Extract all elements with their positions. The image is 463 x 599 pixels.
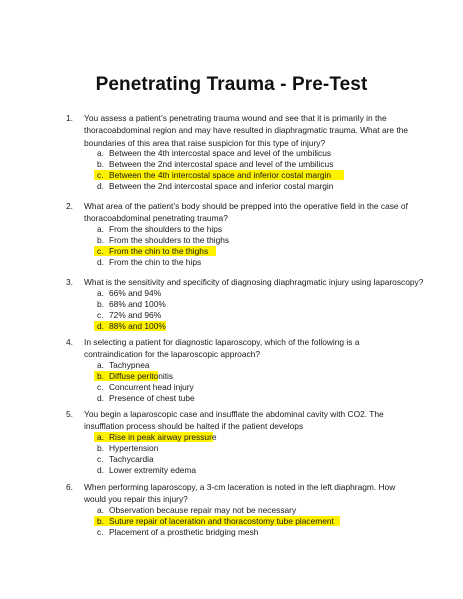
option-letter: c. <box>97 246 104 256</box>
option-letter: d. <box>97 393 104 403</box>
option-letter: b. <box>97 516 104 526</box>
option-d <box>0 392 463 404</box>
question-number: 6. <box>66 482 73 492</box>
question-number: 2. <box>66 201 73 211</box>
option-text: Between the 2nd intercostal space and inferior costal margin <box>109 181 334 191</box>
option-letter: d. <box>97 257 104 267</box>
option-text: Concurrent head injury <box>109 382 194 392</box>
option-text: Tachycardia <box>109 454 154 464</box>
option-text: 72% and 96% <box>109 310 162 320</box>
option-text: Presence of chest tube <box>109 393 195 403</box>
option-text: Observation because repair may not be necessary <box>109 505 297 515</box>
option-letter: a. <box>97 432 104 442</box>
question-number: 5. <box>66 409 73 419</box>
option-d <box>0 320 463 332</box>
option-letter: b. <box>97 299 104 309</box>
option-text: Placement of a prosthetic bridging mesh <box>109 527 259 537</box>
page-title: Penetrating Trauma - Pre-Test <box>95 74 368 95</box>
option-text: Suture repair of laceration and thoracostomy tube placement <box>109 516 334 526</box>
question-text: What area of the patient’s body should be prepped into the operative field in the case of thoracoabdominal penetrating trauma? <box>84 201 408 224</box>
question-text: When performing laparoscopy, a 3-cm laceration is noted in the left diaphragm. How would you repair this injury? <box>84 482 396 505</box>
option-letter: d. <box>97 465 104 475</box>
question-text: What is the sensitivity and specificity of diagnosing diaphragmatic injury using laparoscopy? <box>84 277 424 287</box>
option-d <box>0 256 463 268</box>
option-text: From the shoulders to the hips <box>109 224 223 234</box>
option-text: Hypertension <box>109 443 159 453</box>
option-letter: b. <box>97 371 104 381</box>
option-letter: b. <box>97 159 104 169</box>
option-text: Between the 4th intercostal space and level of the umbilicus <box>109 148 332 158</box>
question-number: 4. <box>66 337 73 347</box>
option-d <box>0 464 463 476</box>
question-text: You begin a laparoscopic case and insufflate the abdominal cavity with CO2. The insufflation process should be halted if the patient develops <box>84 409 384 432</box>
option-text: Rise in peak airway pressure <box>109 432 217 442</box>
option-letter: c. <box>97 382 104 392</box>
question-number: 1. <box>66 113 73 123</box>
option-letter: d. <box>97 181 104 191</box>
option-letter: a. <box>97 505 104 515</box>
option-letter: b. <box>97 235 104 245</box>
option-letter: b. <box>97 443 104 453</box>
option-c <box>0 526 463 538</box>
option-text: 66% and 94% <box>109 288 162 298</box>
option-text: Between the 2nd intercostal space and level of the umbilicus <box>109 159 334 169</box>
option-text: Diffuse peritonitis <box>109 371 174 381</box>
option-letter: c. <box>97 454 104 464</box>
question-text: You assess a patient’s penetrating trauma wound and see that it is primarily in the thoracoabdominal region and may have resulted in diaphragmatic trauma. What are the boundaries of this area that raise suspicion for this type of injury? <box>84 113 409 148</box>
option-text: From the shoulders to the thighs <box>109 235 230 245</box>
option-text: 68% and 100% <box>109 299 166 309</box>
option-letter: d. <box>97 321 104 331</box>
option-letter: c. <box>97 310 104 320</box>
option-letter: a. <box>97 224 104 234</box>
option-text: Tachypnea <box>109 360 150 370</box>
option-text: From the chin to the hips <box>109 257 202 267</box>
option-text: 88% and 100% <box>109 321 166 331</box>
option-text: Lower extremity edema <box>109 465 197 475</box>
option-letter: c. <box>97 170 104 180</box>
option-letter: a. <box>97 288 104 298</box>
option-text: From the chin to the thighs <box>109 246 209 256</box>
option-letter: a. <box>97 148 104 158</box>
option-d <box>0 180 463 192</box>
option-letter: a. <box>97 360 104 370</box>
question-text: In selecting a patient for diagnostic laparoscopy, which of the following is a contraindication for the laparoscopic approach? <box>84 337 360 360</box>
option-letter: c. <box>97 527 104 537</box>
option-text: Between the 4th intercostal space and inferior costal margin <box>109 170 332 180</box>
question-number: 3. <box>66 277 73 287</box>
